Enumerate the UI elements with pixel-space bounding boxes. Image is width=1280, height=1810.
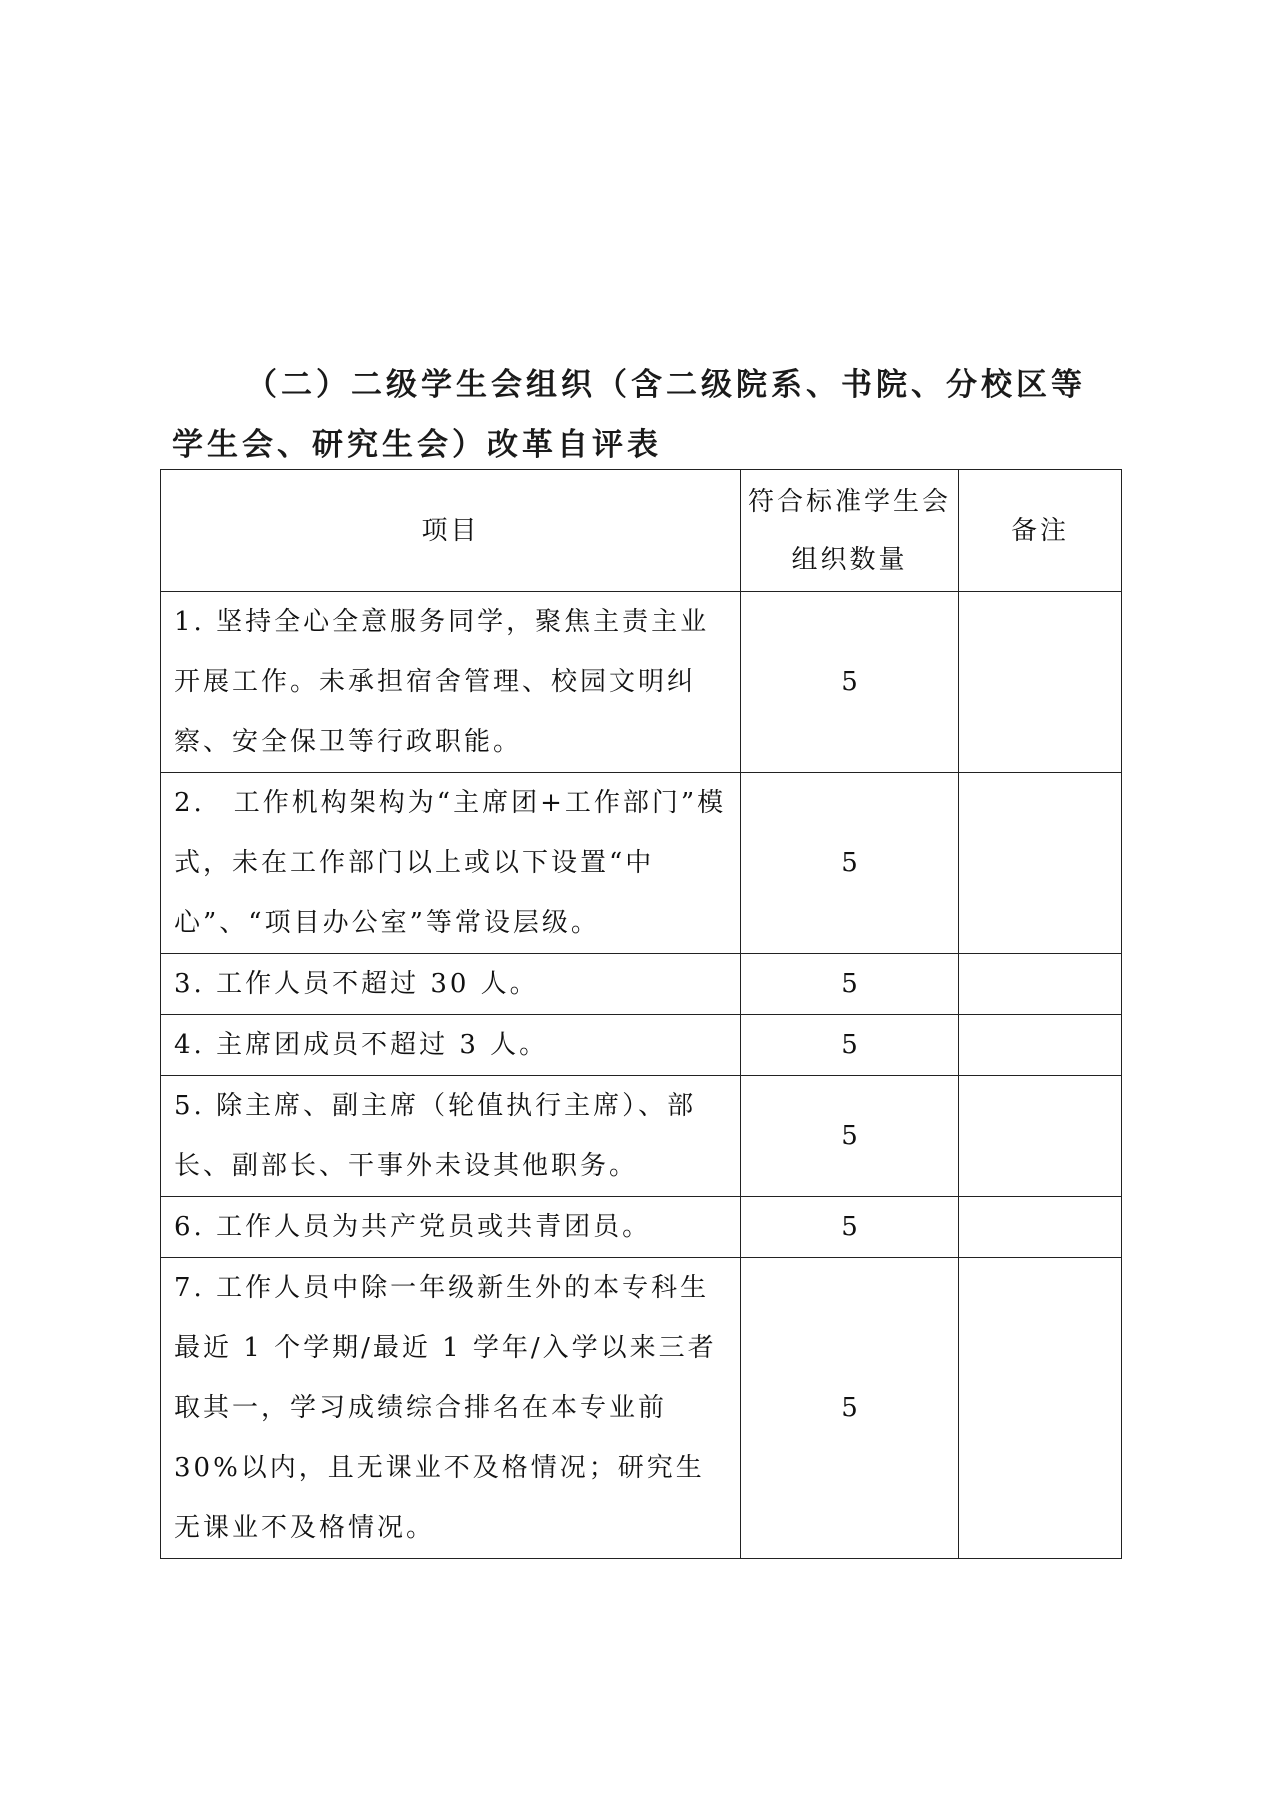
self-evaluation-table xyxy=(160,469,1122,1559)
header-count: 符合标准学生会组织数量 xyxy=(741,470,959,592)
row-note xyxy=(959,1076,1122,1197)
document-heading: （二）二级学生会组织（含二级院系、书院、分校区等学生会、研究生会）改革自评表 xyxy=(172,367,1086,463)
row-item: 5. 除主席、副主席（轮值执行主席）、部长、副部长、干事外未设其他职务。 xyxy=(161,1076,741,1197)
row-note xyxy=(959,1197,1122,1258)
row-count: 5 xyxy=(741,1015,959,1076)
row-note xyxy=(959,592,1122,773)
row-item: 4. 主席团成员不超过 3 人。 xyxy=(161,1015,741,1076)
self-evaluation-table-container xyxy=(160,469,1121,1559)
header-item: 项目 xyxy=(161,470,741,592)
row-item: 3. 工作人员不超过 30 人。 xyxy=(161,954,741,1015)
row-note xyxy=(959,1258,1122,1559)
row-note xyxy=(959,1015,1122,1076)
row-item: 6. 工作人员为共产党员或共青团员。 xyxy=(161,1197,741,1258)
table-row xyxy=(161,1076,1122,1197)
row-note xyxy=(959,954,1122,1015)
table-row xyxy=(161,1197,1122,1258)
header-note: 备注 xyxy=(959,470,1122,592)
row-count: 5 xyxy=(741,1258,959,1559)
table-row xyxy=(161,954,1122,1015)
table-row xyxy=(161,773,1122,954)
row-count: 5 xyxy=(741,1197,959,1258)
table-header-row xyxy=(161,470,1122,592)
table-row xyxy=(161,1015,1122,1076)
row-count: 5 xyxy=(741,1076,959,1197)
row-count: 5 xyxy=(741,954,959,1015)
row-note xyxy=(959,773,1122,954)
table-row xyxy=(161,1258,1122,1559)
row-item: 1. 坚持全心全意服务同学，聚焦主责主业开展工作。未承担宿舍管理、校园文明纠察、安全保卫等行政职能。 xyxy=(161,592,741,773)
row-count: 5 xyxy=(741,592,959,773)
row-item: 7. 工作人员中除一年级新生外的本专科生最近 1 个学期/最近 1 学年/入学以来三者取其一，学习成绩综合排名在本专业前 30%以内，且无课业不及格情况；研究生无课业不及格情况。 xyxy=(161,1258,741,1559)
table-row xyxy=(161,592,1122,773)
row-item: 2. 工作机构架构为“主席团+工作部门”模式，未在工作部门以上或以下设置“中心”、“项目办公室”等常设层级。 xyxy=(161,773,741,954)
row-count: 5 xyxy=(741,773,959,954)
